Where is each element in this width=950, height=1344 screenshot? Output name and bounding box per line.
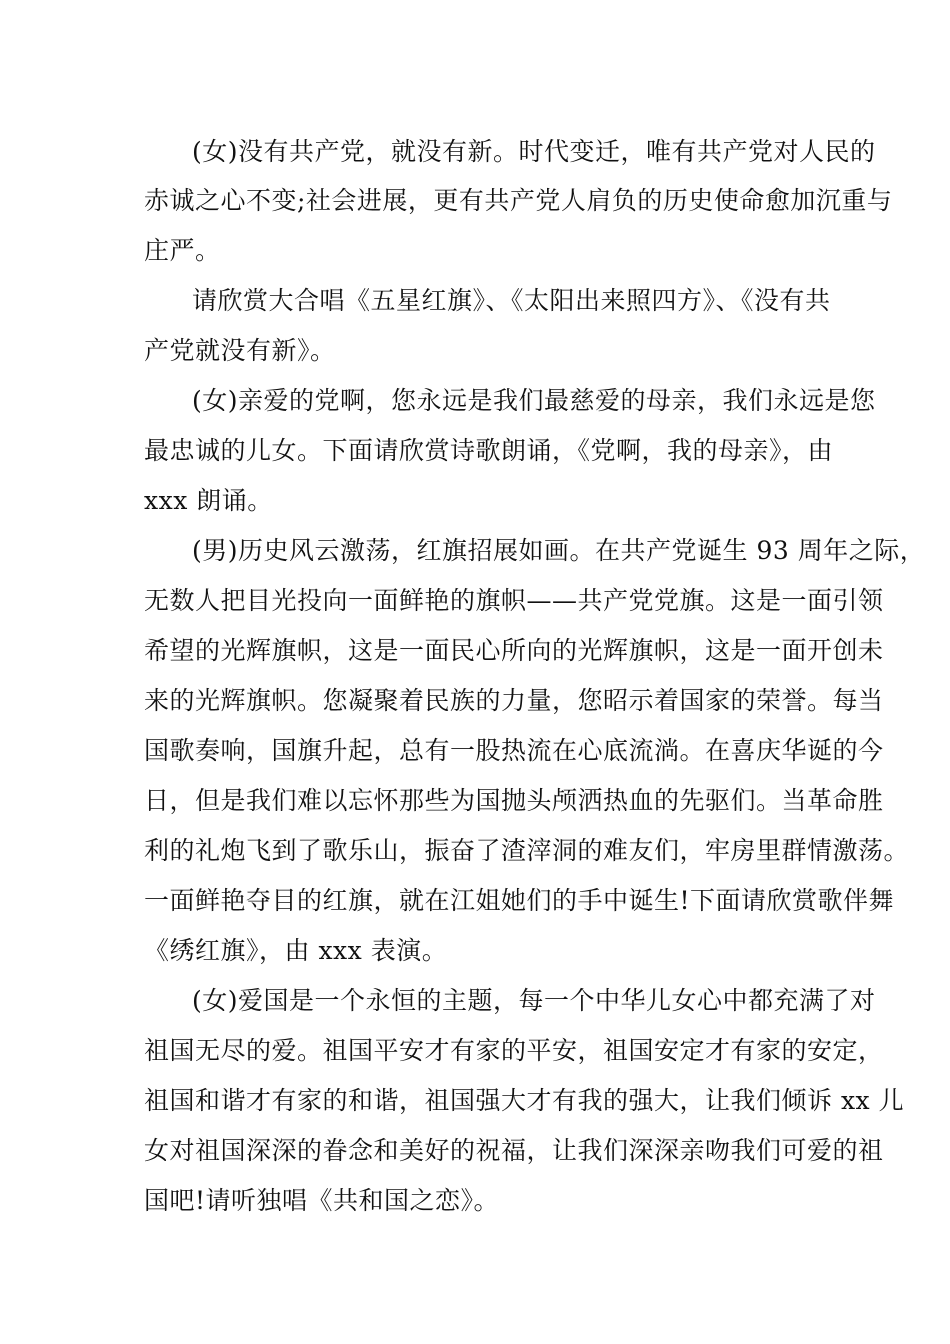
text-line: 祖国无尽的爱。祖国平安才有家的平安，祖国安定才有家的安定， (144, 1036, 884, 1065)
text-line: 希望的光辉旗帜，这是一面民心所向的光辉旗帜，这是一面开创未 (144, 636, 884, 665)
text-line: (女)亲爱的党啊，您永远是我们最慈爱的母亲，我们永远是您 (192, 386, 876, 415)
text-line: 庄严。 (144, 236, 221, 265)
text-line: 国吧!请听独唱《共和国之恋》。 (144, 1186, 500, 1215)
text-line: 国歌奏响，国旗升起，总有一股热流在心底流淌。在喜庆华诞的今 (144, 736, 884, 765)
text-line: 产党就没有新》。 (144, 336, 336, 365)
text-line: 利的礼炮飞到了歌乐山，振奋了渣滓洞的难友们，牢房里群情激荡。 (144, 836, 910, 865)
text-line: 赤诚之心不变;社会进展，更有共产党人肩负的历史使命愈加沉重与 (144, 186, 893, 215)
text-line: 女对祖国深深的眷念和美好的祝福，让我们深深亲吻我们可爱的祖 (144, 1136, 884, 1165)
text-line: (女)爱国是一个永恒的主题，每一个中华儿女心中都充满了对 (192, 986, 876, 1015)
text-line: 无数人把目光投向一面鲜艳的旗帜——共产党党旗。这是一面引领 (144, 586, 884, 615)
text-line: (女)没有共产党，就没有新。时代变迁，唯有共产党对人民的 (192, 137, 876, 166)
text-line: xxx 朗诵。 (144, 486, 273, 515)
text-line: 来的光辉旗帜。您凝聚着民族的力量，您昭示着国家的荣誉。每当 (144, 686, 884, 715)
text-line: 一面鲜艳夺目的红旗，就在江姐她们的手中诞生!下面请欣赏歌伴舞 (144, 886, 895, 915)
text-line: 《绣红旗》，由 xxx 表演。 (144, 936, 448, 965)
text-line: 请欣赏大合唱《五星红旗》、《太阳出来照四方》、《没有共 (192, 286, 831, 315)
text-line: 祖国和谐才有家的和谐，祖国强大才有我的强大，让我们倾诉 xx 儿 (144, 1086, 905, 1115)
text-line: 最忠诚的儿女。下面请欣赏诗歌朗诵，《党啊，我的母亲》，由 (144, 436, 834, 465)
text-line: (男)历史风云激荡，红旗招展如画。在共产党诞生 93 周年之际， (192, 536, 926, 565)
text-line: 日，但是我们难以忘怀那些为国抛头颅洒热血的先驱们。当革命胜 (144, 786, 884, 815)
